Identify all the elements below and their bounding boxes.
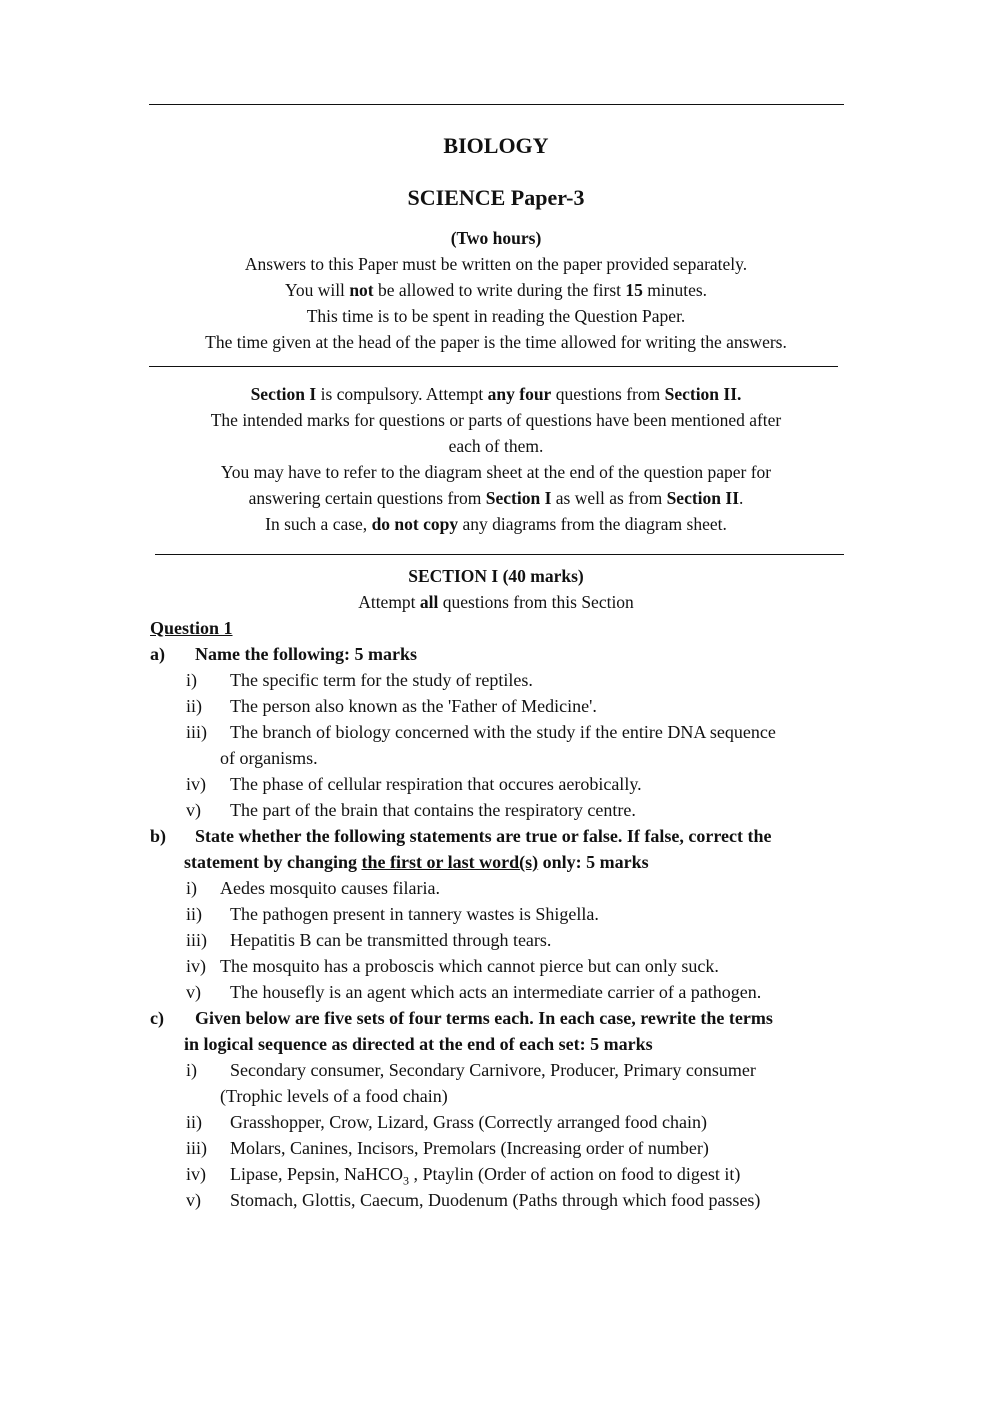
list-item-num: iv)	[186, 774, 206, 794]
paper-title: SCIENCE Paper-3	[407, 185, 585, 210]
part-b-label: b)	[150, 826, 167, 846]
note-6: In such a case, do not copy any diagrams from the diagram sheet.	[265, 514, 727, 534]
list-item-num: iii)	[186, 930, 207, 950]
part-b-heading-line-1: State whether the following statements are true or false. If false, correct the	[195, 826, 772, 846]
question-title: Question 1	[150, 618, 233, 638]
list-item: The mosquito has a proboscis which cannot pierce but can only suck.	[220, 956, 719, 976]
list-item-num: ii)	[186, 696, 202, 716]
section-title: SECTION I (40 marks)	[408, 566, 584, 586]
note-1: Section I is compulsory. Attempt any four questions from Section II.	[250, 384, 742, 404]
note-4: You may have to refer to the diagram sheet at the end of the question paper for	[220, 462, 772, 482]
section-subtitle: Attempt all questions from this Section	[358, 592, 634, 612]
list-item: The phase of cellular respiration that occures aerobically.	[230, 774, 642, 794]
list-item-num: i)	[186, 1060, 197, 1080]
list-item-num: iv)	[186, 956, 206, 976]
note-5: answering certain questions from Section I as well as from Section II.	[248, 488, 744, 508]
part-b-heading-line-2: statement by changing the first or last word(s) only: 5 marks	[184, 852, 649, 872]
list-item-num: ii)	[186, 1112, 202, 1132]
part-a-label: a)	[150, 644, 165, 664]
list-item-num: i)	[186, 670, 197, 690]
list-item: The person also known as the 'Father of Medicine'.	[230, 696, 597, 716]
list-item: The branch of biology concerned with the study if the entire DNA sequence	[230, 722, 776, 742]
list-item-continuation: of organisms.	[220, 748, 318, 768]
list-item-num: ii)	[186, 904, 202, 924]
instruction-2: You will not be allowed to write during the first 15 minutes.	[284, 280, 708, 300]
list-item-num: iii)	[186, 722, 207, 742]
list-item: The specific term for the study of reptiles.	[230, 670, 533, 690]
list-item: Stomach, Glottis, Caecum, Duodenum (Paths through which food passes)	[230, 1190, 761, 1210]
list-item: The part of the brain that contains the respiratory centre.	[230, 800, 636, 820]
subject-title: BIOLOGY	[443, 133, 549, 158]
list-item-continuation: (Trophic levels of a food chain)	[220, 1086, 448, 1106]
list-item: Secondary consumer, Secondary Carnivore, Producer, Primary consumer	[230, 1060, 756, 1080]
part-c-heading-line-2: in logical sequence as directed at the end of each set: 5 marks	[184, 1034, 653, 1054]
header-rule	[149, 366, 838, 367]
list-item: Lipase, Pepsin, NaHCO$_3$ , Ptaylin (Order of action on food to digest it)	[230, 1164, 741, 1188]
notes-rule	[155, 554, 844, 555]
list-item-num: i)	[186, 878, 197, 898]
note-2: The intended marks for questions or parts of questions have been mentioned after	[210, 410, 782, 430]
note-3: each of them.	[448, 436, 544, 456]
list-item: The pathogen present in tannery wastes is Shigella.	[230, 904, 599, 924]
list-item: The housefly is an agent which acts an intermediate carrier of a pathogen.	[230, 982, 762, 1002]
list-item-num: v)	[186, 800, 201, 820]
instruction-1: Answers to this Paper must be written on the paper provided separately.	[244, 254, 748, 274]
part-c-heading-line-1: Given below are five sets of four terms each. In each case, rewrite the terms	[195, 1008, 773, 1028]
instruction-4: The time given at the head of the paper is the time allowed for writing the answers.	[205, 332, 787, 352]
list-item-num: v)	[186, 1190, 201, 1210]
list-item-num: v)	[186, 982, 201, 1002]
top-rule	[149, 104, 844, 105]
list-item: Aedes mosquito causes filaria.	[220, 878, 440, 898]
list-item: Grasshopper, Crow, Lizard, Grass (Correctly arranged food chain)	[230, 1112, 707, 1132]
part-c-label: c)	[150, 1008, 164, 1028]
list-item-num: iv)	[186, 1164, 206, 1184]
list-item: Hepatitis B can be transmitted through tears.	[230, 930, 552, 950]
instruction-3: This time is to be spent in reading the Question Paper.	[306, 306, 686, 326]
duration: (Two hours)	[450, 228, 542, 248]
list-item-num: iii)	[186, 1138, 207, 1158]
list-item: Molars, Canines, Incisors, Premolars (Increasing order of number)	[230, 1138, 709, 1158]
part-a-heading: Name the following: 5 marks	[195, 644, 417, 664]
